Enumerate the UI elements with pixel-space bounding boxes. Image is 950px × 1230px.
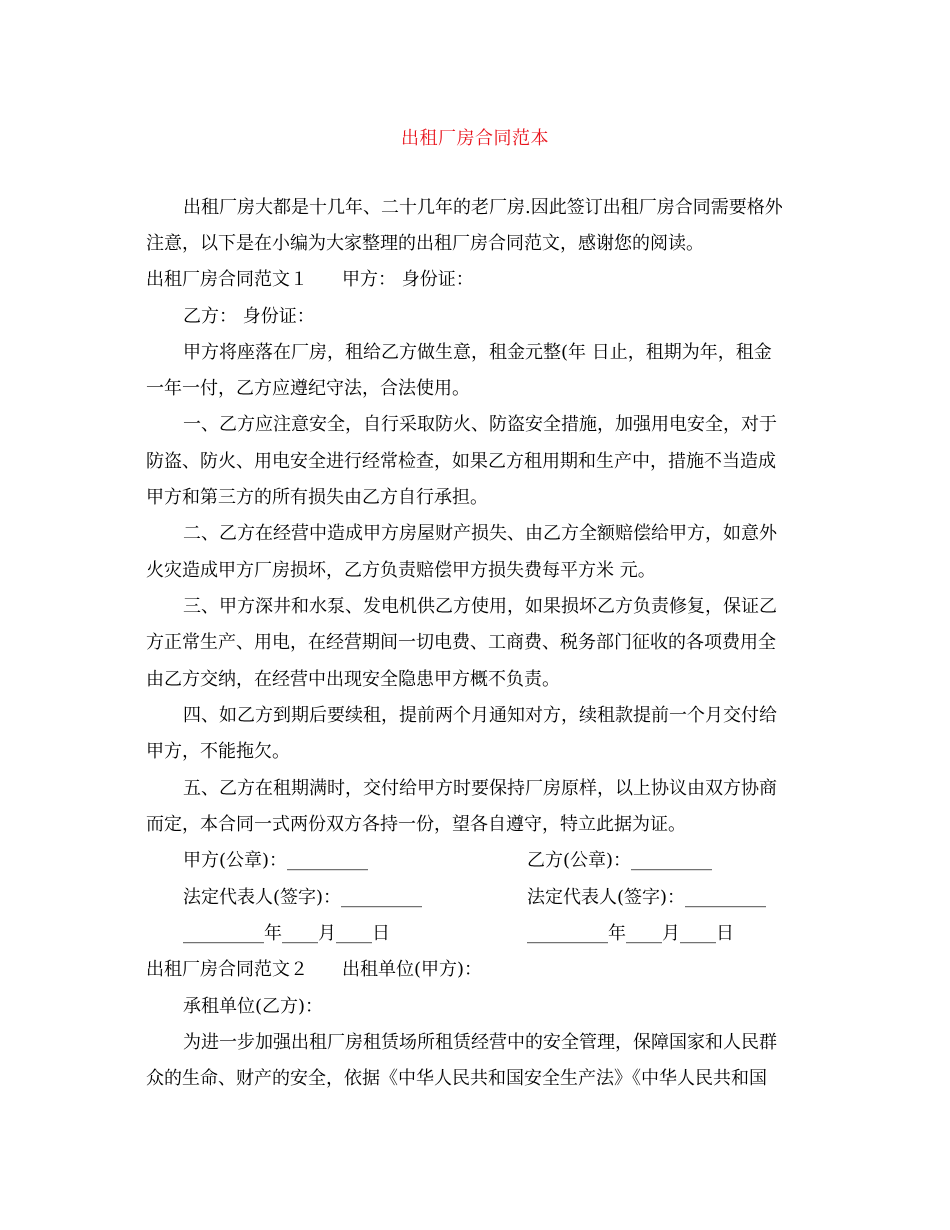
party-a-label: 甲方： 身份证：	[342, 269, 474, 290]
clause-5-line-2: 而定，本合同一式两份双方各持一份，望各自遵守，特立此据为证。	[146, 814, 686, 835]
party-b-label: 乙方： 身份证：	[183, 306, 315, 327]
clause-intro-line-2: 一年一付，乙方应遵纪守法，合法使用。	[146, 378, 470, 399]
clause-3-line-2: 方正常生产、用电，在经营期间一切电费、工商费、税务部门征收的各项费用全	[146, 632, 776, 653]
party-b-representative: 法定代表人(签字)：_________	[527, 887, 767, 908]
contract2-heading: 出租厂房合同范文２	[146, 959, 308, 980]
document-title: 出租厂房合同范本	[401, 128, 549, 149]
clause-2-line-1: 二、乙方在经营中造成甲方房屋财产损失、由乙方全额赔偿给甲方，如意外	[183, 523, 777, 544]
lessee-label: 承租单位(乙方)：	[183, 996, 324, 1017]
party-b-seal: 乙方(公章)：_________	[527, 850, 713, 871]
clause-3-line-3: 由乙方交纳，在经营中出现安全隐患甲方概不负责。	[146, 669, 560, 690]
clause-intro-line-1: 甲方将座落在厂房，租给乙方做生意，租金元整(年 日止，租期为年，租金	[183, 342, 772, 363]
party-b-date: _________年____月____日	[527, 923, 734, 944]
clause-2-line-2: 火灾造成甲方厂房损坏，乙方负责赔偿甲方损失费每平方米 元。	[146, 560, 656, 581]
clause-1-line-3: 甲方和第三方的所有损失由乙方自行承担。	[146, 487, 488, 508]
party-a-date: _________年____月____日	[183, 923, 390, 944]
clause-5-line-1: 五、乙方在租期满时，交付给甲方时要保持厂房原样，以上协议由双方协商	[183, 778, 777, 799]
lessor-label: 出租单位(甲方)：	[342, 959, 483, 980]
intro-line-1: 出租厂房大都是十几年、二十几年的老厂房.因此签订出租厂房合同需要格外	[183, 197, 783, 218]
clause-1-line-2: 防盗、防火、用电安全进行经常检查，如果乙方租用期和生产中，措施不当造成	[146, 451, 776, 472]
clause-1-line-1: 一、乙方应注意安全，自行采取防火、防盗安全措施，加强用电安全，对于	[183, 414, 777, 435]
intro-line-2: 注意，以下是在小编为大家整理的出租厂房合同范文，感谢您的阅读。	[146, 233, 704, 254]
party-a-representative: 法定代表人(签字)：_________	[183, 887, 423, 908]
contract2-heading-row	[146, 959, 806, 981]
contract2-p1-line-2: 众的生命、财产的安全，依据《中华人民共和国安全生产法》《中华人民共和国	[146, 1068, 767, 1089]
clause-4-line-1: 四、如乙方到期后要续租，提前两个月通知对方，续租款提前一个月交付给	[183, 705, 777, 726]
clause-4-line-2: 甲方，不能拖欠。	[146, 741, 290, 762]
contract2-p1-line-1: 为进一步加强出租厂房租赁场所租赁经营中的安全管理，保障国家和人民群	[183, 1032, 777, 1053]
contract1-heading-row	[146, 269, 806, 291]
contract1-heading: 出租厂房合同范文１	[146, 269, 308, 290]
party-a-seal: 甲方(公章)：_________	[183, 850, 369, 871]
clause-3-line-1: 三、甲方深井和水泵、发电机供乙方使用，如果损坏乙方负责修复，保证乙	[183, 596, 777, 617]
